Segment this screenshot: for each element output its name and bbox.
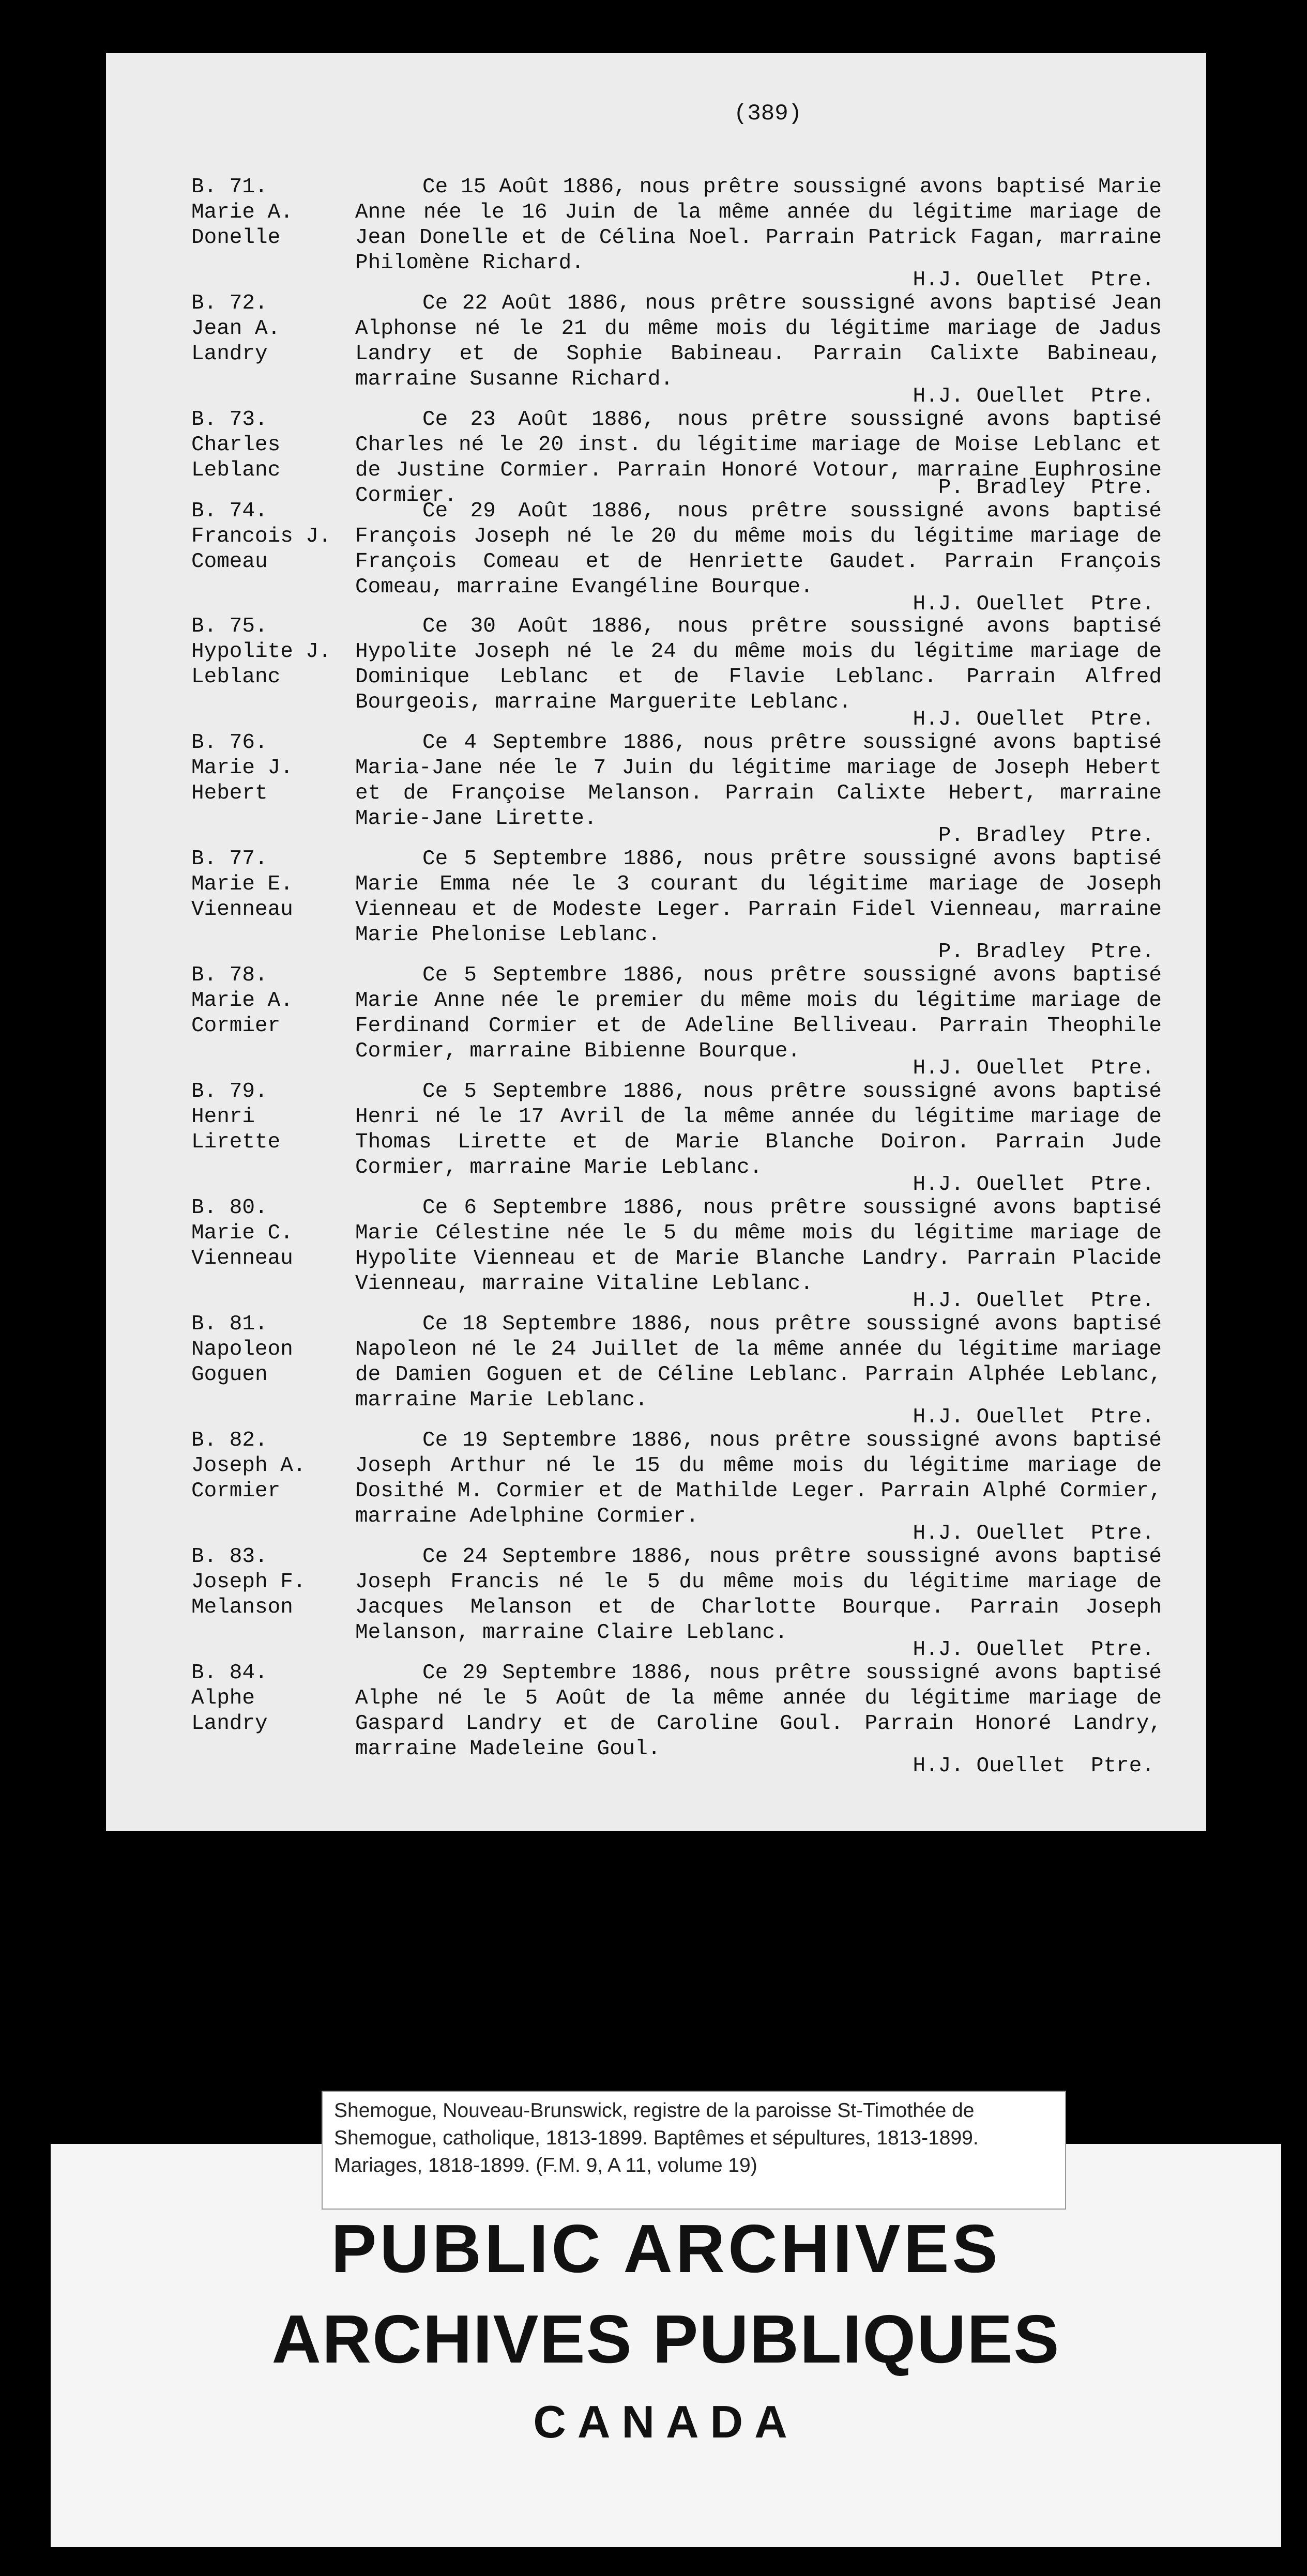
entry-text: Ce 15 Août 1886, nous prêtre soussigné avons baptisé Marie Anne née le 16 Juin de la même année du légitime mariage de Jean Donelle et de Célina Noel. Parrain Patrick Fagan, marraine Philomène Richard. <box>355 175 1162 275</box>
archive-country: CANADA <box>533 2396 799 2447</box>
entry-signature: H.J. Ouellet Ptre. <box>913 1638 1154 1662</box>
entry-margin-note: B. 76. Marie J. Hebert <box>191 731 293 805</box>
page-number: (389) <box>733 101 802 127</box>
catalog-label: Shemogue, Nouveau-Brunswick, registre de la paroisse St-Timothée de Shemogue, catholique, 1813-1899. Baptêmes et sépultures, 1813-1899. Mariages, 1818-1899. (F.M. 9, A 11, volume 19) <box>322 2091 1066 2210</box>
entry-margin-note: B. 79. Henri Lirette <box>191 1080 281 1154</box>
entry-text: Ce 5 Septembre 1886, nous prêtre soussigné avons baptisé Henri né le 17 Avril de la même année du légitime mariage de Thomas Lirette et de Marie Blanche Doiron. Parrain Jude Cormier, marraine Marie Leblanc. <box>355 1080 1162 1179</box>
entry-margin-note: B. 72. Jean A. Landry <box>191 292 281 366</box>
entry-signature: H.J. Ouellet Ptre. <box>913 1405 1154 1429</box>
entry-margin-note: B. 78. Marie A. Cormier <box>191 963 293 1038</box>
entry-text: Ce 24 Septembre 1886, nous prêtre soussigné avons baptisé Joseph Francis né le 5 du même mois du légitime mariage de Jacques Melanson et de Charlotte Bourque. Parrain Joseph Melanson, marraine Claire Leblanc. <box>355 1545 1162 1645</box>
entry-margin-note: B. 82. Joseph A. Cormier <box>191 1429 306 1503</box>
entry-signature: H.J. Ouellet Ptre. <box>913 1754 1154 1778</box>
entry-margin-note: B. 84. Alphe Landry <box>191 1661 268 1736</box>
entry-text: Ce 29 Septembre 1886, nous prêtre soussigné avons baptisé Alphe né le 5 Août de la même année du légitime mariage de Gaspard Landry et de Caroline Goul. Parrain Honoré Landry, marraine Madeleine Goul. <box>355 1661 1162 1761</box>
entry-signature: H.J. Ouellet Ptre. <box>913 1289 1154 1313</box>
register-page <box>106 53 1206 1831</box>
entry-signature: H.J. Ouellet Ptre. <box>913 592 1154 616</box>
entry-signature: H.J. Ouellet Ptre. <box>913 385 1154 408</box>
entry-margin-note: B. 80. Marie C. Vienneau <box>191 1196 293 1270</box>
entry-text: Ce 30 Août 1886, nous prêtre soussigné avons baptisé Hypolite Joseph né le 24 du même mois du légitime mariage de Dominique Leblanc et de Flavie Leblanc. Parrain Alfred Bourgeois, marraine Marguerite Leblanc. <box>355 615 1162 714</box>
entry-margin-note: B. 73. Charles Leblanc <box>191 408 281 482</box>
entry-margin-note: B. 74. Francois J. Comeau <box>191 499 331 574</box>
entry-text: Ce 22 Août 1886, nous prêtre soussigné avons baptisé Jean Alphonse né le 21 du même mois du légitime mariage de Jadus Landry et de Sophie Babineau. Parrain Calixte Babineau, marraine Susanne Richard. <box>355 292 1162 391</box>
entry-margin-note: B. 71. Marie A. Donelle <box>191 175 293 250</box>
entry-text: Ce 23 Août 1886, nous prêtre soussigné avons baptisé Charles né le 20 inst. du légitime mariage de Moise Leblanc et de Justine Cormier. Parrain Honoré Votour, marraine Euphrosine Cormier. <box>355 408 1162 508</box>
archive-title-french: ARCHIVES PUBLIQUES <box>271 2301 1060 2377</box>
entry-margin-note: B. 81. Napoleon Goguen <box>191 1312 293 1387</box>
entry-text: Ce 18 Septembre 1886, nous prêtre soussigné avons baptisé Napoleon né le 24 Juillet de la même année du légitime mariage de Damien Goguen et de Céline Leblanc. Parrain Alphée Leblanc, marraine Marie Leblanc. <box>355 1312 1162 1412</box>
entry-text: Ce 19 Septembre 1886, nous prêtre soussigné avons baptisé Joseph Arthur né le 15 du même mois du légitime mariage de Dosithé M. Cormier et de Mathilde Leger. Parrain Alphé Cormier, marraine Adelphine Cormier. <box>355 1429 1162 1528</box>
entry-text: Ce 4 Septembre 1886, nous prêtre soussigné avons baptisé Maria-Jane née le 7 Juin du légitime mariage de Joseph Hebert et de Françoise Melanson. Parrain Calixte Hebert, marraine Marie-Jane Lirette. <box>355 731 1162 831</box>
entry-signature: H.J. Ouellet Ptre. <box>913 708 1154 731</box>
entry-signature: H.J. Ouellet Ptre. <box>913 1522 1154 1545</box>
entry-signature: H.J. Ouellet Ptre. <box>913 1173 1154 1197</box>
entry-text: Ce 5 Septembre 1886, nous prêtre soussigné avons baptisé Marie Anne née le premier du même mois du légitime mariage de Ferdinand Cormier et de Adeline Belliveau. Parrain Theophile Cormier, marraine Bibienne Bourque. <box>355 963 1162 1063</box>
entry-text: Ce 6 Septembre 1886, nous prêtre soussigné avons baptisé Marie Célestine née le 5 du même mois du légitime mariage de Hypolite Vienneau et de Marie Blanche Landry. Parrain Placide Vienneau, marraine Vitaline Leblanc. <box>355 1196 1162 1296</box>
entry-margin-note: B. 75. Hypolite J. Leblanc <box>191 615 331 689</box>
entry-text: Ce 5 Septembre 1886, nous prêtre soussigné avons baptisé Marie Emma née le 3 courant du légitime mariage de Joseph Vienneau et de Modeste Leger. Parrain Fidel Vienneau, marraine Marie Phelonise Leblanc. <box>355 847 1162 947</box>
entry-signature: H.J. Ouellet Ptre. <box>913 268 1154 292</box>
entry-text: Ce 29 Août 1886, nous prêtre soussigné avons baptisé François Joseph né le 20 du même mois du légitime mariage de François Comeau et de Henriette Gaudet. Parrain François Comeau, marraine Evangéline Bourque. <box>355 499 1162 599</box>
entry-signature: P. Bradley Ptre. <box>938 940 1154 964</box>
entry-signature: P. Bradley Ptre. <box>938 476 1154 500</box>
entry-signature: H.J. Ouellet Ptre. <box>913 1056 1154 1080</box>
entry-signature: P. Bradley Ptre. <box>938 824 1154 848</box>
entry-margin-note: B. 83. Joseph F. Melanson <box>191 1545 306 1619</box>
archive-title-english: PUBLIC ARCHIVES <box>331 2211 1001 2287</box>
entry-margin-note: B. 77. Marie E. Vienneau <box>191 847 293 922</box>
